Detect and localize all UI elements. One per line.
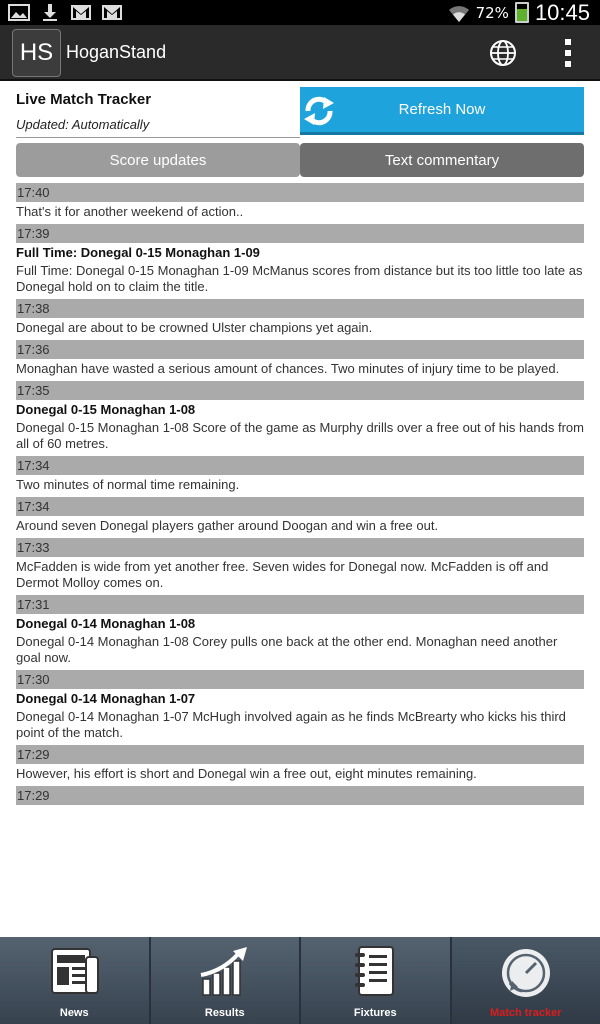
status-bar [0, 0, 600, 25]
tracker-subtitle: Updated: Automatically [16, 117, 150, 132]
entry-time: 17:29 [16, 786, 584, 805]
feed-entry [16, 595, 584, 666]
clock: 10:45 [534, 0, 590, 25]
entry-text: Donegal 0-14 Monaghan 1-07 McHugh involved again as he finds McBrearty who kicks his third point of the match. [16, 709, 566, 740]
stopwatch-icon [496, 943, 556, 1001]
entry-text: However, his effort is short and Donegal win a free out, eight minutes remaining. [16, 766, 477, 781]
refresh-icon [300, 91, 338, 131]
entry-text: McFadden is wide from yet another free. Seven wides for Donegal now. McFadden is off and Dermot Molloy comes on. [16, 559, 549, 590]
entry-time: 17:31 [16, 595, 584, 614]
newspaper-icon [44, 943, 104, 1001]
globe-icon[interactable] [488, 38, 518, 68]
nav-news-label: News [59, 1007, 89, 1019]
tab-bar [16, 143, 584, 177]
feed-entry [16, 670, 584, 741]
entry-text: Around seven Donegal players gather around Doogan and win a free out. [16, 518, 439, 533]
entry-text: Two minutes of normal time remaining. [16, 477, 240, 492]
entry-text: Full Time: Donegal 0-15 Monaghan 1-09 McManus scores from distance but its too little too late as Donegal hold on to claim the title. [16, 263, 583, 294]
feed-entry [16, 299, 584, 336]
battery-icon [515, 2, 529, 23]
tab-text-commentary[interactable]: Text commentary [300, 143, 584, 177]
entry-score-headline: Full Time: Donegal 0-15 Monaghan 1-09 [16, 245, 260, 260]
gmail-icon [101, 3, 123, 22]
refresh-label: Refresh Now [398, 101, 486, 118]
nav-results[interactable] [151, 937, 302, 1024]
feed-entry [16, 456, 584, 493]
entry-time: 17:29 [16, 745, 584, 764]
tracker-title: Live Match Tracker [16, 91, 152, 108]
entry-time: 17:40 [16, 183, 584, 202]
entry-time: 17:39 [16, 224, 584, 243]
nav-results-label: Results [204, 1007, 245, 1019]
entry-score-headline: Donegal 0-14 Monaghan 1-08 [16, 616, 196, 631]
entry-time: 17:30 [16, 670, 584, 689]
tab-score-updates[interactable]: Score updates [16, 143, 300, 177]
nav-fixtures[interactable] [301, 937, 452, 1024]
action-bar [0, 25, 600, 81]
feed-entry [16, 381, 584, 452]
entry-score-headline: Donegal 0-14 Monaghan 1-07 [16, 691, 196, 706]
nav-news[interactable] [0, 937, 151, 1024]
entry-time: 17:33 [16, 538, 584, 557]
entry-time: 17:34 [16, 456, 584, 475]
app-title: HoganStand [66, 42, 167, 62]
entry-text: Donegal 0-14 Monaghan 1-08 Corey pulls one back at the other end. Monaghan need another goal now. [16, 634, 558, 665]
bar-chart-icon [195, 943, 255, 1001]
entry-time: 17:38 [16, 299, 584, 318]
feed-entry [16, 745, 584, 782]
feed-entry [16, 183, 584, 220]
entry-text: Monaghan have wasted a serious amount of chances. Two minutes of injury time to be played. [16, 361, 560, 376]
feed-entry [16, 224, 584, 295]
wifi-icon [448, 3, 470, 23]
gmail-icon [70, 3, 92, 22]
divider [16, 137, 300, 138]
entry-time: 17:35 [16, 381, 584, 400]
commentary-feed[interactable] [16, 183, 584, 809]
app-logo[interactable]: HS [12, 29, 61, 77]
entry-text: Donegal 0-15 Monaghan 1-08 Score of the game as Murphy drills over a free out of his hands from all of 60 metres. [16, 420, 584, 451]
feed-entry [16, 538, 584, 591]
notebook-icon [345, 943, 405, 1001]
overflow-menu-icon[interactable] [560, 39, 576, 69]
refresh-button[interactable] [300, 87, 584, 135]
bottom-nav [0, 937, 600, 1024]
nav-match-tracker[interactable] [452, 937, 600, 1024]
image-icon [8, 3, 30, 22]
entry-text: That's it for another weekend of action.. [16, 204, 244, 219]
feed-entry [16, 497, 584, 534]
download-icon [39, 3, 61, 22]
entry-score-headline: Donegal 0-15 Monaghan 1-08 [16, 402, 196, 417]
feed-entry [16, 786, 584, 805]
entry-time: 17:34 [16, 497, 584, 516]
battery-percent: 72% [475, 3, 509, 22]
entry-time: 17:36 [16, 340, 584, 359]
feed-entry [16, 340, 584, 377]
nav-match-tracker-label: Match tracker [489, 1007, 562, 1019]
entry-text: Donegal are about to be crowned Ulster champions yet again. [16, 320, 373, 335]
nav-fixtures-label: Fixtures [353, 1007, 397, 1019]
